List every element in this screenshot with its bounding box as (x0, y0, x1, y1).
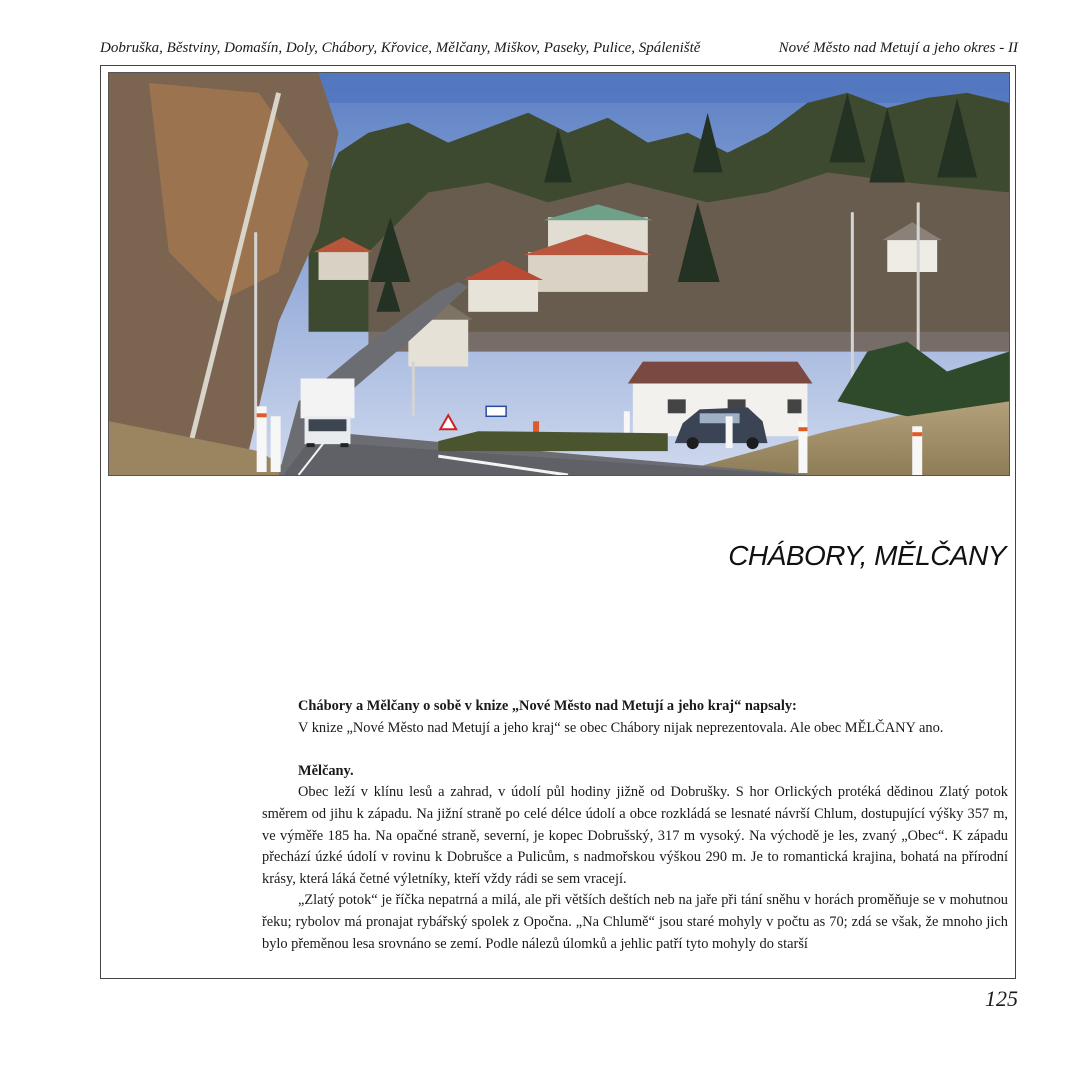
paragraph: „Zlatý potok“ je říčka nepatrná a milá, ale při větších deštích neb na jaře při tání sněhu v horách proměňuje se v mohutnou řeku; rybolov má pronajat rybářský spolek z Opočna. „Na Chlumě“ jsou staré mohyly v počtu as 70; zdá se však, že mnoho jich bylo přeměnou lesa srovnáno se zemí. Podle nálezů úlomků a jehlic patří tyto mohyly do starší (262, 892, 1008, 952)
running-header (100, 40, 1018, 62)
paragraph: Obec leží v klínu lesů a zahrad, v údolí půl hodiny jižně od Dobrušky. S hor Orlických protéká dědinou Zlatý potok směrem od jihu k západu. Na jižní straně po celé délce údolí a obce rozkládá se lesnaté návrší Chlum, dostupující výšky 357 m, ve výměře 185 ha. Na opačné straně, severní, je kopec Dobrušský, 317 m vysoký. Na východě je les, zvaný „Obec“. K západu přechází úzké údolí v rovinu k Dobrušce a Pulicům, s nadmořskou výškou 290 m. Je to romantická krajina, bohatá na přírodní krásy, která láká četné výletníky, kteří vždy rádi se sem vracejí. (262, 784, 1008, 887)
chapter-title: CHÁBORY, MĚLČANY (728, 540, 1006, 571)
header-villages: Dobruška, Běstviny, Domašín, Doly, Chábory, Křovice, Mělčany, Miškov, Paseky, Pulice, Spáleniště (100, 40, 701, 56)
village-road-photo (108, 72, 1010, 476)
section-heading: Chábory a Mělčany o sobě v knize „Nové Město nad Metují a jeho kraj“ napsaly: (298, 698, 797, 714)
paragraph: V knize „Nové Město nad Metují a jeho kraj“ se obec Chábory nijak neprezentovala. Ale obec MĚLČANY ano. (298, 719, 944, 736)
header-book-title: Nové Město nad Metují a jeho okres - II (778, 40, 1018, 56)
page-number: 125 (985, 986, 1018, 1011)
subsection-heading: Mělčany. (298, 762, 354, 779)
article-body (262, 696, 1008, 955)
